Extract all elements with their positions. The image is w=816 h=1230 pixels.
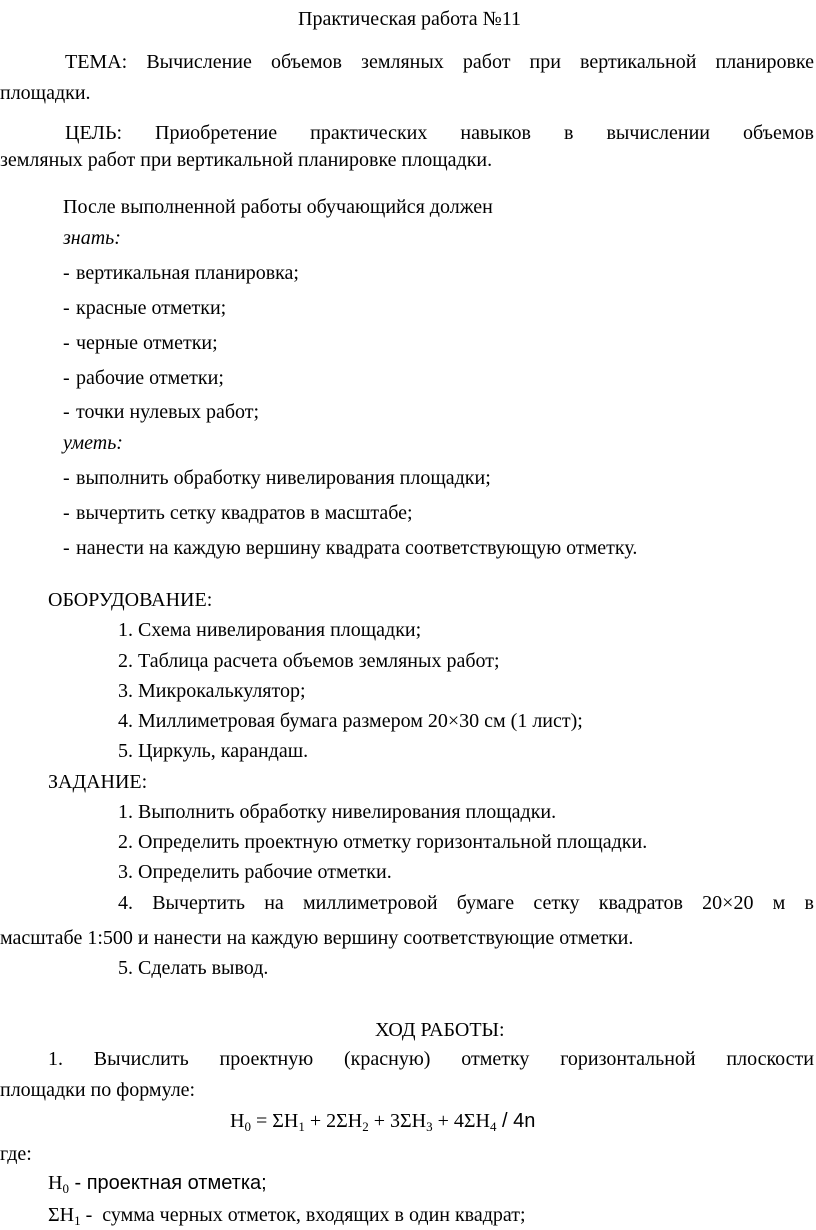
task-item: 1. Выполнить обработку нивелирования площадки.	[118, 801, 557, 823]
task-item-5: 5. Сделать вывод.	[118, 957, 269, 979]
task-item-4-line-2: масштабе 1:500 и нанести на каждую вершину соответствующие отметки.	[0, 927, 634, 949]
can-item: - выполнить обработку нивелирования площадки;	[63, 467, 491, 489]
task-heading: ЗАДАНИЕ:	[48, 771, 148, 793]
document-title: Практическая работа №11	[298, 8, 522, 30]
step1-line-1: 1. Вычислить проектную (красную) отметку горизонтальной плоскости	[48, 1048, 814, 1070]
equipment-item: 3. Микрокалькулятор;	[118, 680, 306, 702]
know-item: - рабочие отметки;	[63, 367, 224, 389]
know-item: - точки нулевых работ;	[63, 401, 260, 423]
definition-h0: $H_0$ - проектная отметка;	[48, 1172, 267, 1196]
cel-line-1: ЦЕЛЬ: Приобретение практических навыков в вычислении объемов	[65, 122, 814, 144]
bullet-dash: -	[63, 297, 70, 319]
equipment-item: 5. Циркуль, карандаш.	[118, 740, 309, 762]
can-item: - нанести на каждую вершину квадрата соответствующую отметку.	[63, 537, 638, 559]
can-item: - вычертить сетку квадратов в масштабе;	[63, 502, 413, 524]
equipment-item: 1. Схема нивелирования площадки;	[118, 619, 422, 641]
task-item-4-line-1: 4. Вычертить на миллиметровой бумаге сетку квадратов 20×20 м в	[118, 892, 814, 914]
bullet-dash: -	[63, 401, 70, 423]
know-item: - красные отметки;	[63, 297, 227, 319]
know-item: - вертикальная планировка;	[63, 262, 299, 284]
know-item: - черные отметки;	[63, 332, 218, 354]
bullet-dash: -	[63, 367, 70, 389]
where-label: где:	[0, 1143, 32, 1165]
bullet-dash: -	[63, 262, 70, 284]
bullet-dash: -	[63, 332, 70, 354]
know-label: знать:	[63, 227, 121, 249]
bullet-dash: -	[63, 467, 70, 489]
formula: $H_0 = \Sigma H_1 + 2\Sigma H_2 + 3\Sigma H_3 + 4\Sigma H_4 / 4n$	[230, 1110, 536, 1134]
tema-line-1: ТЕМА: Вычисление объемов земляных работ при вертикальной планировке	[65, 51, 814, 73]
can-label: уметь:	[63, 432, 123, 454]
equipment-heading: ОБОРУДОВАНИЕ:	[48, 589, 213, 611]
bullet-dash: -	[63, 537, 70, 559]
task-item: 3. Определить рабочие отметки.	[118, 861, 392, 883]
progress-heading: ХОД РАБОТЫ:	[375, 1019, 505, 1041]
step1-line-2: площадки по формуле:	[0, 1079, 196, 1101]
cel-line-2: земляных работ при вертикальной планировке площадки.	[0, 149, 493, 171]
equipment-item: 2. Таблица расчета объемов земляных работ;	[118, 650, 500, 672]
tema-line-2: площадки.	[0, 82, 91, 104]
bullet-dash: -	[63, 502, 70, 524]
after-work-text: После выполненной работы обучающийся должен	[63, 196, 493, 218]
task-item: 2. Определить проектную отметку горизонтальной площадки.	[118, 831, 648, 853]
definition-sum-h1: $\Sigma H_1$ - сумма черных отметок, входящих в один квадрат;	[48, 1204, 526, 1228]
equipment-item: 4. Миллиметровая бумага размером 20×30 см (1 лист);	[118, 710, 583, 732]
